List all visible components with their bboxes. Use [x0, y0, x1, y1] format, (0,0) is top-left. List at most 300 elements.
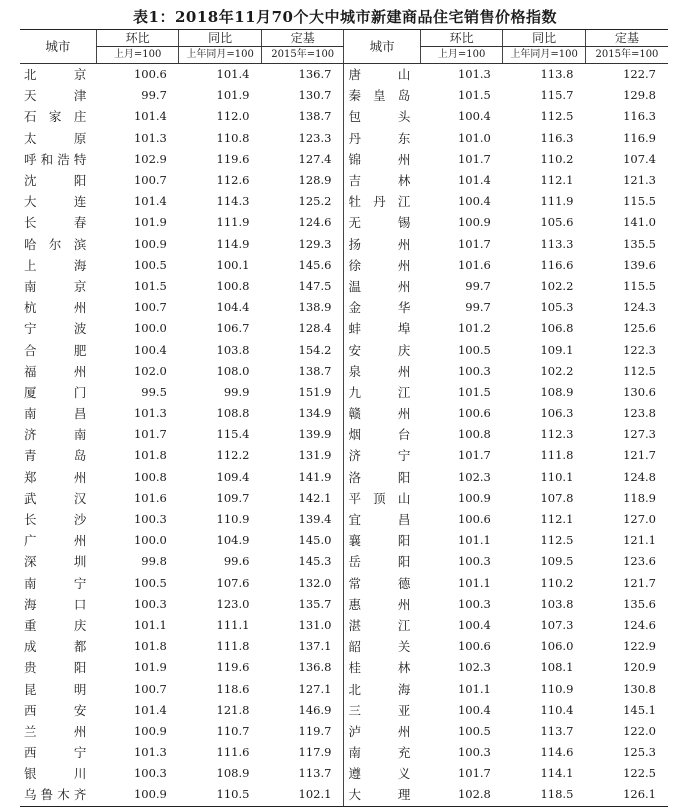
- cell-city-right: 宜昌: [344, 509, 420, 530]
- cell-mom-right: 101.2: [457, 321, 491, 336]
- table-row: [20, 318, 668, 339]
- cell-mom-right: 101.1: [457, 575, 491, 590]
- cell-base-left: 139.9: [298, 427, 332, 442]
- cell-mom-left: 101.1: [133, 617, 167, 632]
- cell-mom-left: 101.9: [133, 215, 167, 230]
- table-row: [20, 467, 668, 488]
- cell-mom-left: 100.9: [133, 723, 167, 738]
- table-row: [20, 615, 668, 636]
- cell-mom-left: 100.3: [133, 596, 167, 611]
- cell-city-right: 丹东: [344, 128, 420, 149]
- cell-base-left: 131.9: [298, 448, 332, 463]
- cell-base-right: 123.6: [623, 554, 656, 569]
- cell-base-right: 127.0: [623, 512, 656, 527]
- cell-base-right: 122.3: [623, 342, 656, 357]
- cell-yoy-left: 115.4: [216, 427, 250, 442]
- cell-yoy-left: 110.9: [216, 512, 250, 527]
- cell-city-right: 岳阳: [344, 551, 420, 572]
- cell-base-right: 121.3: [623, 173, 656, 188]
- table-row: [20, 636, 668, 657]
- table-row: [20, 424, 668, 445]
- cell-yoy-right: 113.3: [540, 236, 574, 251]
- cell-city-right: 常德: [344, 573, 420, 594]
- cell-mom-left: 101.4: [133, 194, 167, 209]
- cell-base-left: 113.7: [298, 766, 332, 781]
- cell-base-right: 125.6: [623, 321, 656, 336]
- cell-yoy-left: 106.7: [216, 321, 250, 336]
- cell-city-right: 北海: [344, 678, 420, 699]
- table-row: [20, 128, 668, 149]
- cell-yoy-right: 106.8: [540, 321, 574, 336]
- cell-city-left: 南昌: [24, 406, 87, 422]
- cell-mom-left: 101.8: [133, 448, 167, 463]
- cell-yoy-right: 110.9: [540, 681, 574, 696]
- cell-mom-right: 100.8: [457, 427, 491, 442]
- cell-yoy-left: 110.8: [216, 130, 250, 145]
- cell-base-left: 138.7: [298, 109, 332, 124]
- cell-base-left: 131.0: [298, 617, 332, 632]
- cell-city-left: 合肥: [24, 342, 87, 358]
- table-row: [20, 191, 668, 212]
- header-base-left: 定基: [261, 30, 344, 47]
- cell-mom-right: 99.7: [465, 278, 491, 293]
- cell-mom-left: 100.0: [133, 321, 167, 336]
- subheader-yoy-left: 上年同月=100: [179, 47, 262, 64]
- cell-city-right: 桂林: [344, 657, 420, 678]
- cell-yoy-left: 104.9: [216, 533, 250, 548]
- cell-city-right: 无锡: [344, 212, 420, 233]
- cell-city-left: 深圳: [24, 554, 87, 570]
- cell-city-left: 长沙: [24, 512, 87, 528]
- cell-mom-left: 101.7: [133, 427, 167, 442]
- cell-mom-right: 101.7: [457, 766, 491, 781]
- cell-mom-left: 99.5: [141, 384, 167, 399]
- cell-mom-left: 100.7: [133, 173, 167, 188]
- cell-city-left: 郑州: [24, 469, 87, 485]
- cell-yoy-right: 109.5: [540, 554, 574, 569]
- cell-city-right: 湛江: [344, 615, 420, 636]
- cell-yoy-left: 109.7: [216, 490, 250, 505]
- cell-mom-left: 100.6: [133, 67, 167, 82]
- cell-mom-left: 101.5: [133, 278, 167, 293]
- cell-city-left: 昆明: [24, 681, 87, 697]
- cell-city-left: 青岛: [24, 448, 87, 464]
- cell-base-right: 120.9: [623, 660, 656, 675]
- cell-base-right: 145.1: [623, 702, 656, 717]
- cell-mom-right: 99.7: [465, 300, 491, 315]
- cell-yoy-right: 106.3: [540, 406, 574, 421]
- cell-city-right: 烟台: [344, 424, 420, 445]
- table-row: [20, 657, 668, 678]
- cell-yoy-right: 110.1: [540, 469, 574, 484]
- cell-city-right: 安庆: [344, 339, 420, 360]
- table-row: [20, 784, 668, 806]
- cell-mom-right: 102.3: [457, 660, 491, 675]
- cell-mom-left: 101.9: [133, 660, 167, 675]
- cell-yoy-left: 112.2: [216, 448, 250, 463]
- table-row: [20, 361, 668, 382]
- table-row: [20, 551, 668, 572]
- cell-yoy-right: 118.5: [503, 784, 586, 806]
- cell-city-left: 重庆: [24, 617, 87, 633]
- cell-base-left: 128.9: [298, 173, 332, 188]
- cell-city-left: 银川: [24, 766, 87, 782]
- cell-city-right: 大理: [344, 784, 420, 806]
- cell-base-left: 125.2: [298, 194, 332, 209]
- cell-city-right: 锦州: [344, 149, 420, 170]
- cell-city-right: 南充: [344, 742, 420, 763]
- cell-base-right: 122.5: [623, 766, 656, 781]
- cell-yoy-right: 113.8: [540, 67, 574, 82]
- cell-base-right: 139.6: [623, 257, 656, 272]
- cell-mom-right: 100.6: [457, 639, 491, 654]
- cell-yoy-left: 107.6: [216, 575, 250, 590]
- cell-yoy-left: 99.9: [223, 384, 250, 399]
- cell-yoy-left: 119.6: [216, 151, 250, 166]
- cell-yoy-right: 103.8: [540, 596, 574, 611]
- table-row: [20, 276, 668, 297]
- cell-base-left: 136.8: [298, 660, 332, 675]
- cell-base-left: 128.4: [298, 321, 332, 336]
- table-row: [20, 763, 668, 784]
- cell-city-left: 福州: [24, 363, 87, 379]
- cell-yoy-right: 112.5: [540, 109, 574, 124]
- cell-mom-left: 101.8: [133, 639, 167, 654]
- header-mom-left: 环比: [96, 30, 179, 47]
- cell-yoy-right: 112.3: [540, 427, 574, 442]
- cell-city-left: 海口: [24, 596, 87, 612]
- cell-mom-right: 100.6: [457, 406, 491, 421]
- cell-mom-right: 101.3: [457, 67, 491, 82]
- cell-yoy-right: 112.5: [540, 533, 574, 548]
- cell-base-right: 116.3: [623, 109, 656, 124]
- cell-city-left: 长春: [24, 215, 87, 231]
- cell-base-right: 123.8: [623, 406, 656, 421]
- cell-yoy-left: 108.0: [216, 363, 250, 378]
- table-row: [20, 678, 668, 699]
- table-title: 表1：2018年11月70个大中城市新建商品住宅销售价格指数: [133, 8, 557, 26]
- cell-base-right: 116.9: [623, 130, 656, 145]
- cell-mom-left: 100.0: [133, 533, 167, 548]
- cell-city-right: 吉林: [344, 170, 420, 191]
- header-city-left: 城市: [20, 30, 96, 64]
- cell-city-left: 宁波: [24, 321, 87, 337]
- cell-base-right: 135.5: [623, 236, 656, 251]
- cell-yoy-right: 108.1: [540, 660, 574, 675]
- subheader-yoy-right: 上年同月=100: [503, 47, 586, 64]
- cell-city-left: 西安: [24, 702, 87, 718]
- subheader-base-left: 2015年=100: [261, 47, 344, 64]
- cell-base-left: 146.9: [298, 702, 332, 717]
- cell-base-left: 135.7: [298, 596, 332, 611]
- table-row: [20, 170, 668, 191]
- table-row: [20, 382, 668, 403]
- cell-yoy-right: 115.7: [540, 88, 574, 103]
- cell-base-right: 124.3: [623, 300, 656, 315]
- table-row: [20, 700, 668, 721]
- cell-mom-left: 101.4: [133, 702, 167, 717]
- cell-city-right: 秦皇岛: [344, 85, 420, 106]
- cell-mom-left: 102.9: [133, 151, 167, 166]
- cell-yoy-right: 106.0: [540, 639, 574, 654]
- cell-base-left: 117.9: [298, 745, 332, 760]
- cell-base-left: 130.7: [298, 88, 332, 103]
- cell-city-right: 三亚: [344, 700, 420, 721]
- cell-base-right: 122.9: [623, 639, 656, 654]
- cell-city-left: 天津: [24, 88, 87, 104]
- cell-base-right: 107.4: [623, 151, 656, 166]
- cell-yoy-right: 105.3: [540, 300, 574, 315]
- cell-base-right: 126.1: [585, 784, 668, 806]
- cell-mom-left: 102.0: [133, 363, 167, 378]
- table-row: [20, 212, 668, 233]
- cell-base-left: 124.6: [298, 215, 332, 230]
- cell-mom-right: 100.4: [457, 702, 491, 717]
- cell-yoy-right: 109.1: [540, 342, 574, 357]
- subheader-base-right: 2015年=100: [585, 47, 668, 64]
- cell-base-right: 121.7: [623, 448, 656, 463]
- subheader-mom-right: 上月=100: [420, 47, 503, 64]
- cell-city-left: 北京: [24, 67, 87, 83]
- cell-yoy-left: 112.6: [216, 173, 250, 188]
- cell-mom-right: 100.5: [457, 342, 491, 357]
- cell-base-left: 119.7: [298, 723, 332, 738]
- cell-city-right: 蚌埠: [344, 318, 420, 339]
- cell-city-left: 上海: [24, 257, 87, 273]
- table-row: [20, 149, 668, 170]
- cell-base-left: 147.5: [298, 278, 332, 293]
- cell-city-right: 韶关: [344, 636, 420, 657]
- cell-mom-left: 100.4: [133, 342, 167, 357]
- cell-mom-right: 101.7: [457, 151, 491, 166]
- cell-city-left: 贵阳: [24, 660, 87, 676]
- cell-city-left: 厦门: [24, 384, 87, 400]
- cell-base-right: 127.3: [623, 427, 656, 442]
- cell-mom-right: 102.3: [457, 469, 491, 484]
- cell-base-right: 125.3: [623, 745, 656, 760]
- table-row: [20, 234, 668, 255]
- cell-base-left: 142.1: [298, 490, 332, 505]
- cell-mom-left: 101.6: [133, 490, 167, 505]
- cell-base-right: 130.8: [623, 681, 656, 696]
- cell-yoy-left: 101.4: [216, 67, 250, 82]
- cell-yoy-right: 116.3: [540, 130, 574, 145]
- table-row: [20, 573, 668, 594]
- table-row: [20, 488, 668, 509]
- cell-yoy-right: 102.2: [540, 363, 574, 378]
- cell-city-left: 沈阳: [24, 173, 87, 189]
- cell-base-right: 129.8: [623, 88, 656, 103]
- cell-mom-left: 101.3: [133, 130, 167, 145]
- cell-mom-right: 101.7: [457, 448, 491, 463]
- cell-mom-left: 100.7: [133, 681, 167, 696]
- cell-yoy-left: 110.5: [179, 784, 262, 806]
- cell-base-right: 124.6: [623, 617, 656, 632]
- table-row: [20, 64, 668, 86]
- header-base-right: 定基: [585, 30, 668, 47]
- cell-base-right: 135.6: [623, 596, 656, 611]
- cell-base-left: 139.4: [298, 512, 332, 527]
- cell-yoy-right: 102.2: [540, 278, 574, 293]
- cell-base-right: 121.7: [623, 575, 656, 590]
- cell-city-left: 呼和浩特: [24, 151, 87, 167]
- cell-mom-left: 100.3: [133, 512, 167, 527]
- cell-city-right: 遵义: [344, 763, 420, 784]
- cell-base-right: 124.8: [623, 469, 656, 484]
- table-row: [20, 297, 668, 318]
- cell-yoy-left: 99.6: [223, 554, 250, 569]
- cell-city-right: 扬州: [344, 234, 420, 255]
- cell-mom-right: 101.5: [457, 384, 491, 399]
- cell-base-right: 112.5: [623, 363, 656, 378]
- cell-yoy-right: 105.6: [540, 215, 574, 230]
- cell-yoy-right: 113.7: [540, 723, 574, 738]
- cell-base-right: 122.7: [623, 67, 656, 82]
- header-city-right: 城市: [344, 30, 420, 64]
- cell-yoy-left: 111.6: [216, 745, 250, 760]
- cell-mom-right: 100.4: [457, 194, 491, 209]
- cell-yoy-right: 111.8: [540, 448, 574, 463]
- cell-city-right: 赣州: [344, 403, 420, 424]
- cell-city-right: 泉州: [344, 361, 420, 382]
- cell-mom-right: 102.8: [420, 784, 503, 806]
- cell-city-left: 南宁: [24, 575, 87, 591]
- cell-yoy-left: 104.4: [216, 300, 250, 315]
- cell-yoy-left: 103.8: [216, 342, 250, 357]
- cell-city-right: 金华: [344, 297, 420, 318]
- cell-city-right: 徐州: [344, 255, 420, 276]
- cell-mom-left: 101.4: [133, 109, 167, 124]
- cell-city-left: 西宁: [24, 745, 87, 761]
- table-row: [20, 509, 668, 530]
- cell-yoy-left: 121.8: [216, 702, 250, 717]
- cell-mom-right: 101.5: [457, 88, 491, 103]
- cell-yoy-left: 101.9: [216, 88, 250, 103]
- cell-base-left: 134.9: [298, 406, 332, 421]
- cell-mom-right: 100.4: [457, 617, 491, 632]
- cell-city-right: 襄阳: [344, 530, 420, 551]
- cell-city-left: 太原: [24, 130, 87, 146]
- cell-base-left: 132.0: [298, 575, 332, 590]
- cell-base-left: 145.3: [298, 554, 332, 569]
- cell-yoy-right: 111.9: [540, 194, 574, 209]
- cell-yoy-left: 118.6: [216, 681, 250, 696]
- cell-mom-left: 100.9: [133, 236, 167, 251]
- cell-mom-left: 100.8: [133, 469, 167, 484]
- table-row: [20, 594, 668, 615]
- subheader-mom-left: 上月=100: [96, 47, 179, 64]
- cell-city-left: 济南: [24, 427, 87, 443]
- table-row: [20, 85, 668, 106]
- cell-base-right: 115.5: [623, 278, 656, 293]
- cell-mom-right: 100.4: [457, 109, 491, 124]
- cell-yoy-right: 107.3: [540, 617, 574, 632]
- cell-yoy-left: 114.3: [216, 194, 250, 209]
- cell-mom-right: 101.1: [457, 681, 491, 696]
- cell-base-left: 127.1: [298, 681, 332, 696]
- cell-mom-left: 100.5: [133, 575, 167, 590]
- cell-city-left: 成都: [24, 639, 87, 655]
- cell-yoy-left: 100.1: [216, 257, 250, 272]
- cell-yoy-left: 110.7: [216, 723, 250, 738]
- cell-yoy-right: 116.6: [540, 257, 574, 272]
- cell-base-right: 141.0: [623, 215, 656, 230]
- cell-city-left: 大连: [24, 194, 87, 210]
- cell-yoy-right: 114.1: [540, 766, 574, 781]
- cell-yoy-right: 110.2: [540, 151, 574, 166]
- table-row: [20, 403, 668, 424]
- cell-base-left: 127.4: [298, 151, 332, 166]
- cell-mom-right: 100.3: [457, 596, 491, 611]
- cell-mom-right: 100.3: [457, 554, 491, 569]
- cell-city-left: 广州: [24, 533, 87, 549]
- table-row: [20, 742, 668, 763]
- cell-yoy-left: 108.8: [216, 406, 250, 421]
- cell-yoy-right: 110.4: [540, 702, 574, 717]
- cell-base-left: 102.1: [261, 784, 344, 806]
- cell-city-right: 泸州: [344, 721, 420, 742]
- cell-yoy-right: 112.1: [540, 512, 574, 527]
- cell-yoy-left: 100.8: [216, 278, 250, 293]
- cell-city-right: 唐山: [344, 64, 420, 86]
- cell-mom-left: 100.5: [133, 257, 167, 272]
- cell-yoy-left: 114.9: [216, 236, 250, 251]
- cell-yoy-right: 112.1: [540, 173, 574, 188]
- table-row: [20, 721, 668, 742]
- cell-mom-right: 101.7: [457, 236, 491, 251]
- cell-city-right: 包头: [344, 106, 420, 127]
- cell-city-left: 南京: [24, 278, 87, 294]
- header-yoy-right: 同比: [503, 30, 586, 47]
- cell-base-left: 145.6: [298, 257, 332, 272]
- cell-mom-left: 99.8: [141, 554, 167, 569]
- cell-city-left: 乌鲁木齐: [20, 784, 96, 806]
- cell-city-right: 惠州: [344, 594, 420, 615]
- cell-yoy-left: 112.0: [216, 109, 250, 124]
- cell-city-right: 温州: [344, 276, 420, 297]
- cell-base-left: 138.9: [298, 300, 332, 315]
- cell-city-left: 杭州: [24, 300, 87, 316]
- cell-mom-right: 100.3: [457, 363, 491, 378]
- cell-yoy-right: 114.6: [540, 745, 574, 760]
- cell-city-right: 洛阳: [344, 467, 420, 488]
- cell-city-right: 牡丹江: [344, 191, 420, 212]
- table-row: [20, 106, 668, 127]
- cell-base-left: 137.1: [298, 639, 332, 654]
- table-body: [20, 64, 668, 807]
- cell-yoy-left: 109.4: [216, 469, 250, 484]
- cell-yoy-left: 123.0: [216, 596, 250, 611]
- cell-base-left: 154.2: [298, 342, 332, 357]
- table-row: [20, 445, 668, 466]
- cell-mom-right: 101.6: [457, 257, 491, 272]
- header-mom-right: 环比: [420, 30, 503, 47]
- cell-base-right: 130.6: [623, 384, 656, 399]
- cell-yoy-right: 110.2: [540, 575, 574, 590]
- cell-mom-right: 101.4: [457, 173, 491, 188]
- cell-base-left: 141.9: [298, 469, 332, 484]
- cell-yoy-left: 108.9: [216, 766, 250, 781]
- cell-mom-left: 100.9: [96, 784, 179, 806]
- cell-mom-right: 100.9: [457, 490, 491, 505]
- cell-yoy-left: 111.1: [216, 617, 250, 632]
- cell-mom-right: 100.5: [457, 723, 491, 738]
- cell-base-right: 115.5: [623, 194, 656, 209]
- price-index-table: [20, 29, 668, 807]
- cell-city-left: 石家庄: [24, 109, 87, 125]
- cell-mom-right: 100.3: [457, 745, 491, 760]
- cell-mom-left: 101.3: [133, 406, 167, 421]
